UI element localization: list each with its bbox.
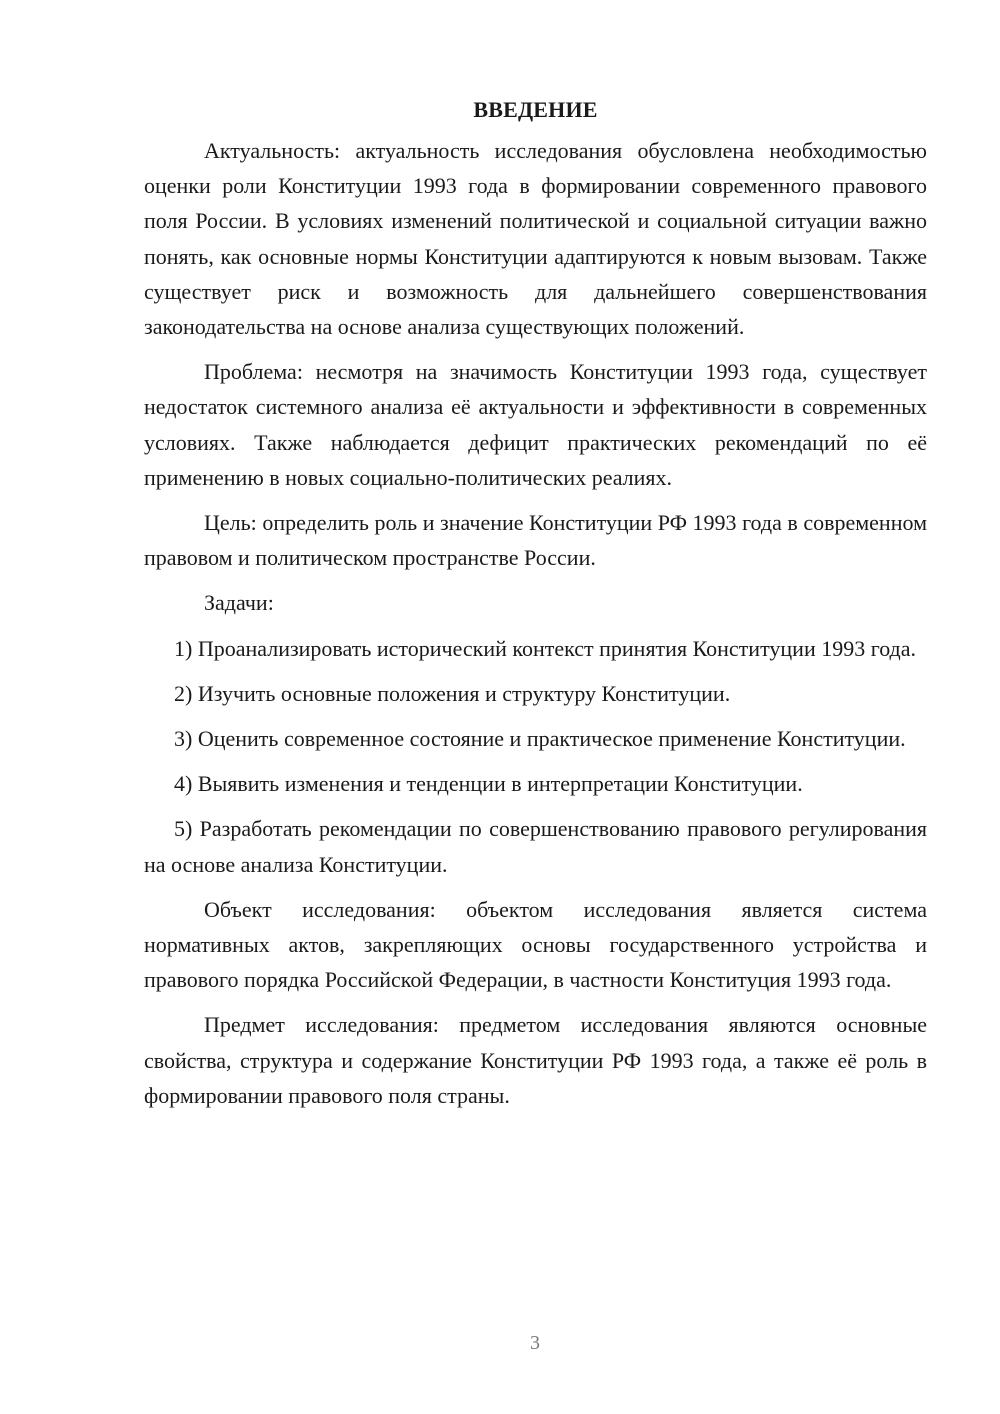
paragraph-object: Объект исследования: объектом исследования является система нормативных актов, закрепляющих основы государственного устройства и правового порядка Российской Федерации, в частности Конституция 1993 года. [144, 896, 927, 993]
paragraph-relevance: Актуальность: актуальность исследования обусловлена необходимостью оценки роли Конституции 1993 года в формировании современного правового поля России. В условиях изменений политической и социальной ситуации важно понять, как основные нормы Конституции адаптируются к новым вызовам. Также существует риск и возможность для дальнейшего совершенствования законодательства на основе анализа существующих положений. [144, 138, 927, 340]
document-page [144, 92, 927, 1123]
section-title: ВВЕДЕНИЕ [473, 97, 598, 122]
task-item-5: 5) Разработать рекомендации по совершенствованию правового регулирования на основе анализа Конституции. [144, 816, 927, 877]
task-item-1: 1) Проанализировать исторический контекст принятия Конституции 1993 года. [174, 635, 917, 661]
task-item-2: 2) Изучить основные положения и структуру Конституции. [174, 680, 731, 706]
tasks-heading: Задачи: [204, 590, 274, 616]
task-item-4: 4) Выявить изменения и тенденции в интерпретации Конституции. [174, 771, 803, 797]
page-number: 3 [530, 1332, 540, 1354]
paragraph-goal: Цель: определить роль и значение Конституции РФ 1993 года в современном правовом и политическом пространстве России. [144, 510, 927, 571]
paragraph-problem: Проблема: несмотря на значимость Конституции 1993 года, существует недостаток системного анализа её актуальности и эффективности в современных условиях. Также наблюдается дефицит практических рекомендаций по её применению в новых социально-политических реалиях. [144, 359, 927, 490]
task-item-3: 3) Оценить современное состояние и практическое применение Конституции. [174, 726, 906, 752]
paragraph-subject: Предмет исследования: предметом исследования являются основные свойства, структура и содержание Конституции РФ 1993 года, а также её роль в формировании правового поля страны. [144, 1012, 927, 1108]
